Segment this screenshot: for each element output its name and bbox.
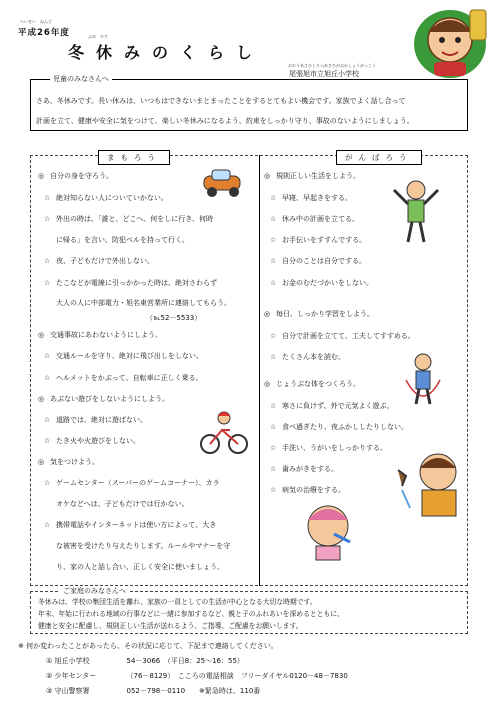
list-item: ☆ 自分で計画を立てて、工夫してすすめる。 — [270, 332, 415, 340]
car-illustration — [198, 166, 246, 200]
parents-notice-line-1: 冬休みは、学校の集団生活を離れ、家族の一員としての生活が中心となる大切な時期です。 — [38, 598, 317, 606]
list-item: 大人の人に中部電力・旭名東営業所に連絡してもらう。 — [56, 299, 231, 307]
list-item: ☆ お手伝いをすすんでする。 — [270, 236, 367, 244]
list-item: オケなどへは、子どもだけでは行かない。 — [56, 500, 189, 508]
list-item: ☆ ゲームセンター（スーパーのゲームコーナー）、カラ — [44, 479, 220, 487]
tooth-brushing-illustration — [296, 498, 360, 562]
list-item: ☆ 自分のことは自分でする。 — [270, 257, 366, 265]
jump-rope-illustration — [400, 350, 446, 410]
kids-notice-line-1: さあ、冬休みです。長い休みは、いつもはできないまとまったことをするとてもよい機会です。家族でよく話し合って — [36, 97, 406, 105]
list-item: ◎ じょうぶな体をつくろう。 — [264, 380, 360, 388]
list-item: ◎ 交通事故にあわないようにしよう。 — [38, 331, 162, 339]
list-item: ☆ 外出の時は、「誰と、どこへ、何をしに行き、何時 — [44, 215, 213, 223]
effort-heading: がんばろう — [336, 150, 422, 165]
list-item: ◎ 自分の身を守ろう。 — [38, 172, 113, 180]
bicycle-illustration — [200, 408, 248, 456]
parents-notice-line-2: 年末、年始に行われる地域の行事などに一緒に参加するなど、親と子のふれあいを深めるとともに、 — [38, 610, 344, 618]
list-item: ☆ 食べ過ぎたり、夜ふかししたりしない。 — [270, 423, 408, 431]
list-item: ☆ 絶対知らない人についていかない。 — [44, 194, 168, 202]
list-item: ☆ たこなどが電線に引っかかった時は、絶対さわらず — [44, 279, 217, 287]
contact-entry: ② 少年センター （76－8129） こころの電話相談 フリーダイヤル0120－48－7830 — [46, 672, 348, 680]
list-item: ☆ 交通ルールを守り、絶対に飛び出しをしない。 — [44, 352, 203, 360]
list-item: ☆ 夜、子どもだけで外出しない。 — [44, 257, 154, 265]
list-item: り、家の人と話し合い、正しく安全に使いましょう。 — [56, 563, 224, 571]
handwashing-illustration — [388, 450, 468, 520]
column-divider — [259, 155, 260, 586]
mascot-illustration — [404, 0, 496, 82]
protect-heading: まもろう — [98, 150, 170, 165]
list-item: ☆ たくさん本を読む。 — [270, 353, 345, 361]
list-item: ☆ 携帯電話やインターネットは使い方によって、大き — [44, 521, 217, 529]
list-item: ◎ 規則正しい生活をしよう。 — [264, 172, 360, 180]
kids-notice-label: 児童のみなさんへ — [50, 74, 112, 84]
list-item: な被害を受けたり与えたりします。ルールやマナーを守 — [56, 542, 231, 550]
list-item: ☆ 道路では、絶対に遊ばない。 — [44, 416, 147, 424]
school-year: 平成26年度 — [18, 28, 70, 38]
school-name: 尾張旭市立旭丘小学校 — [289, 70, 359, 78]
list-item: ☆ 手洗い、うがいをしっかりする。 — [270, 444, 387, 452]
list-item: に帰る」を言い、防犯ベルを持って行く。 — [56, 236, 189, 244]
year-ruby: へいせい ねんど — [20, 19, 52, 24]
list-item: ☆ たき火や火遊びをしない。 — [44, 437, 140, 445]
parents-notice-line-3: 健康と安全に配慮し、規則正しい生活が送れるよう、ご指導、ご配慮をお願いします。 — [38, 622, 303, 630]
school-ruby: おわりあさひしりつあさひがおかしょうがっこう — [288, 63, 376, 68]
contact-note: ※ 何か変わったことがあったら、その状況に応じて、下記まで連絡してください。 — [18, 642, 278, 650]
title-ruby: ふゆ やす — [88, 34, 108, 39]
list-item: ◎ あぶない遊びをしないようにしよう。 — [38, 395, 169, 403]
list-item: （℡52－5533） — [146, 314, 202, 322]
contact-entry: ③ 守山警察署 052－798－0110 ※緊急時は、110番 — [46, 687, 261, 695]
parents-notice-label: ご家庭のみなさんへ — [60, 586, 129, 596]
list-item: ☆ お金のむだづかいをしない。 — [270, 279, 373, 287]
kids-notice-line-2: 計画を立て、健康や安全に気をつけて、楽しい冬休みになるよう、約束をしっかり守り、事故のないようにしましょう。 — [36, 117, 414, 125]
list-item: ☆ 寒さに負けず、外で元気よく遊ぶ。 — [270, 402, 394, 410]
contact-entry: ① 旭丘小学校 54－3066 （平日8：25～16：55） — [46, 657, 244, 665]
list-item: ☆ 歯みがきをする。 — [270, 465, 338, 473]
list-item: ☆ 早寝、早起きをする。 — [270, 194, 352, 202]
list-item: ◎ 気をつけよう。 — [38, 458, 99, 466]
list-item: ☆ 休み中の計画を立てる。 — [270, 215, 359, 223]
page-title: 冬休みのくらし — [68, 43, 265, 62]
list-item: ☆ ヘルメットをかぶって、自転車に正しく乗る。 — [44, 374, 203, 382]
list-item: ☆ 病気の治療をする。 — [270, 486, 345, 494]
boy-stretching-illustration — [390, 176, 442, 246]
list-item: ◎ 毎日、しっかり学習をしよう。 — [264, 310, 374, 318]
